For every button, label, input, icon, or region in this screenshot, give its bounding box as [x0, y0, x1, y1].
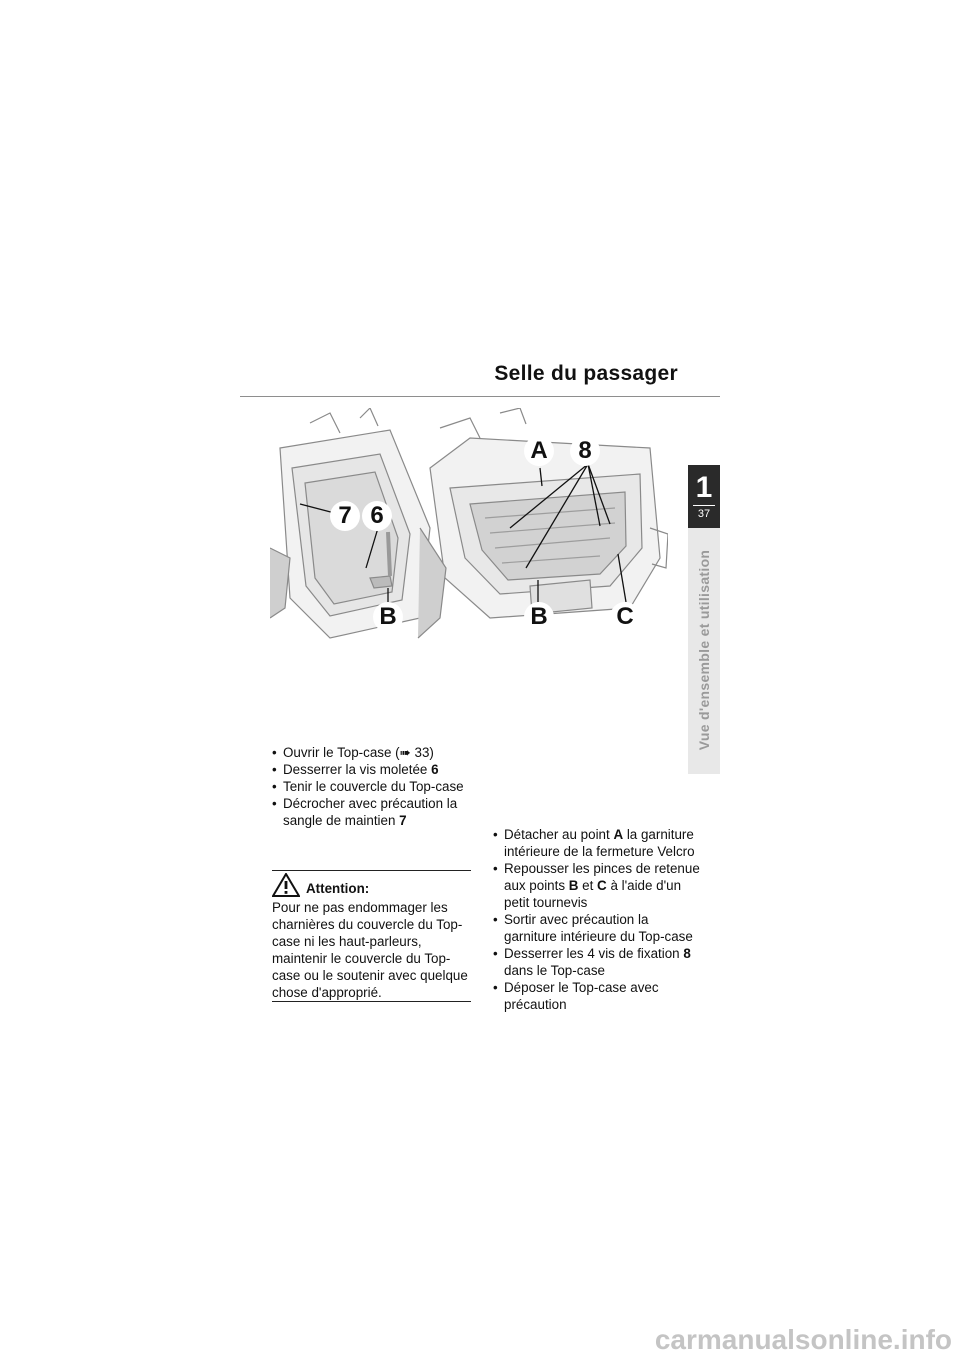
reference-key: 7 [399, 813, 407, 828]
list-item: • Ouvrir le Top-case (➠ 33) [272, 744, 472, 761]
title-rule [240, 396, 720, 397]
list-item: • Tenir le couvercle du Top-case [272, 778, 472, 795]
warning-triangle-icon [272, 873, 300, 897]
topcase-drawing [270, 408, 668, 666]
list-item: • Décrocher avec précaution la sangle de maintien 7 [272, 795, 472, 829]
reference-key: B [568, 878, 579, 893]
caution-text: Pour ne pas endommager les charnières du couvercle du Top-case ni les haut-parleurs, maintenir le couvercle du Top-case ou le soutenir avec quelque chose d'approprié. [272, 900, 468, 1000]
callout-a: A [524, 436, 554, 466]
topcase-illustration [270, 408, 668, 666]
list-item: • Détacher au point A la garniture intérieure de la fermeture Velcro [493, 826, 703, 860]
list-item: • Desserrer la vis moletée 6 [272, 761, 472, 778]
left-step-list [272, 744, 472, 829]
callout-7: 7 [330, 501, 360, 531]
chapter-side-label: Vue d'ensemble et utilisation [696, 549, 712, 751]
callout-b-left: B [373, 602, 403, 632]
callout-c: C [610, 602, 640, 632]
callout-8: 8 [570, 436, 600, 466]
right-step-list [493, 826, 703, 1013]
watermark-url[interactable]: carmanualsonline.info [654, 1324, 952, 1355]
page-reference: ➠ 33) [399, 745, 434, 760]
caution-header [272, 875, 471, 897]
list-item: • Sortir avec précaution la garniture intérieure du Top-case [493, 911, 703, 945]
list-item: • Repousser les pinces de retenue aux points B et C à l'aide d'un petit tournevis [493, 860, 703, 911]
reference-key: A [613, 827, 624, 842]
page-title: Selle du passager [494, 362, 678, 385]
chapter-tab [688, 465, 720, 528]
callout-6: 6 [362, 501, 392, 531]
chapter-number: 1 [695, 471, 713, 504]
list-item: • Desserrer les 4 vis de fixation 8 dans le Top-case [493, 945, 703, 979]
list-item: • Déposer le Top-case avec précaution [493, 979, 703, 1013]
caution-box [272, 870, 471, 1002]
reference-key: 8 [683, 946, 691, 961]
caution-label: Attention: [306, 881, 370, 896]
page-number: 37 [693, 505, 715, 522]
reference-key: C [597, 878, 607, 893]
callout-b-right: B [524, 602, 554, 632]
reference-key: 6 [431, 762, 439, 777]
